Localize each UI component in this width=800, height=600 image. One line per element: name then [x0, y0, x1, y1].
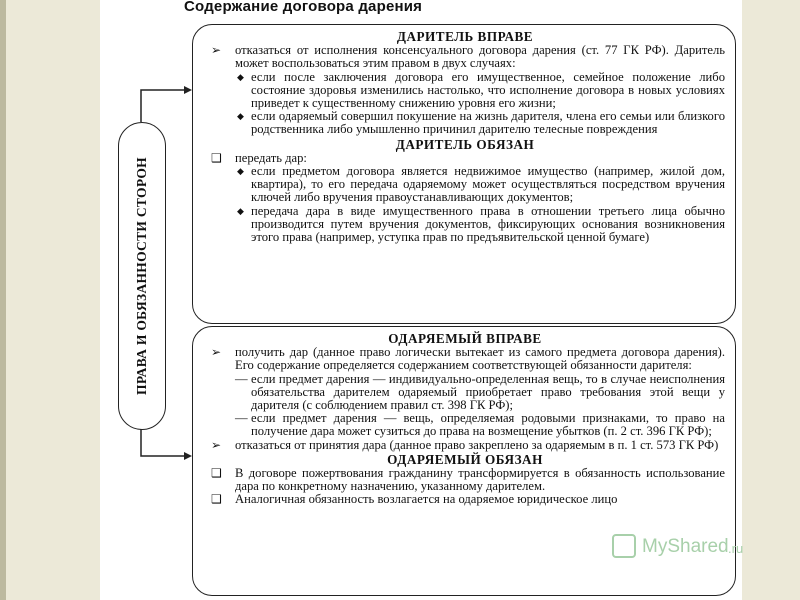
sub-list-item — [205, 205, 725, 245]
list-item-text: Аналогичная обязанность возлагается на одаряемое юридическое лицо — [235, 492, 618, 507]
side-label: ПРАВА И ОБЯЗАННОСТИ СТОРОН — [134, 157, 149, 395]
dash-list-item-text: если предмет дарения — индивидуально-определенная вещь, то в случае неисполнения обязательства дарителем одаряемый приобретает право требования этой вещи у дарителя (с соблюдением правил ст. 398 ГК РФ); — [251, 371, 725, 413]
section-heading: ОДАРЯЕМЫЙ ВПРАВЕ — [388, 331, 542, 346]
sub-list-item-text: если одаряемый совершил покушение на жизнь дарителя, члена его семьи или близкого родственника либо умышленно причинил дарителю телесные повреждения — [251, 109, 725, 137]
arrow-bullet-icon: ➢ — [211, 43, 222, 58]
checkbox-bullet-icon: ❑ — [211, 150, 222, 165]
list-item — [205, 346, 725, 372]
side-label-pill — [118, 122, 166, 430]
list-item-text: В договоре пожертвования гражданину трансформируется в обязанность использование дара по конкретному назначению, указанному дарителем. — [235, 466, 725, 494]
list-item — [205, 439, 725, 452]
dash-list-item — [205, 412, 725, 438]
checkbox-bullet-icon: ❑ — [211, 466, 222, 481]
diamond-bullet-icon: ◆ — [237, 111, 244, 122]
section-heading: ДАРИТЕЛЬ ОБЯЗАН — [395, 136, 535, 152]
sub-list-item — [205, 165, 725, 205]
sub-list-item-text: если после заключения договора его имущественное, семейное положение либо состояние здоровья изменились настолько, что исполнение договора в новых условиях приведет к существенному снижению уровня его жизни; — [251, 69, 725, 111]
list-item — [205, 44, 725, 70]
left-edge-stripe — [0, 0, 6, 600]
list-item-text: получить дар (данное право логически вытекает из самого предмета договора дарения). Его содержание определяется содержанием соответствующей обязанности дарителя: — [235, 345, 725, 373]
page-title: Содержание договора дарения — [184, 0, 423, 15]
sub-list-item-text: если предметом договора является недвижимое имущество (например, жилой дом, квартира), то его передача одаряемому может осуществляться посредством вручения ключей либо вручения правоустанавливающих документов; — [251, 164, 725, 205]
sub-list-item-text: передача дара в виде имущественного права в отношении третьего лица обычно производится путем вручения документов, фиксирующих основания возникновения этого права (например, уступка прав по предъявительской ценной бумаге) — [251, 203, 725, 245]
list-item — [205, 467, 725, 493]
diamond-bullet-icon: ◆ — [237, 205, 244, 216]
section-heading: ДАРИТЕЛЬ ВПРАВЕ — [396, 29, 534, 44]
list-item-text: отказаться от исполнения консенсуального договора дарения (ст. 77 ГК РФ). Даритель может воспользоваться этим правом в двух случаях: — [235, 43, 725, 71]
dash-bullet: — — [235, 371, 248, 386]
watermark — [612, 528, 762, 564]
checkbox-bullet-icon: ❑ — [211, 492, 222, 507]
watermark-logo-icon — [612, 534, 636, 558]
diamond-bullet-icon: ◆ — [237, 166, 244, 177]
watermark-text: MyShared — [642, 536, 729, 557]
list-item-text: передать дар: — [235, 150, 307, 165]
dash-list-item-text: если предмет дарения — вещь, определяемая родовыми признаками, то право на получение дара может сузиться до права на возмещение убытков (п. 2 ст. 396 ГК РФ); — [251, 411, 725, 439]
diamond-bullet-icon: ◆ — [237, 71, 244, 82]
dash-list-item — [205, 373, 725, 413]
dash-bullet: — — [235, 411, 248, 426]
list-item — [205, 493, 725, 506]
watermark-suffix: .ru — [728, 541, 744, 556]
list-item-text: отказаться от принятия дара (данное право закреплено за одаряемым в п. 1 ст. 573 ГК РФ) — [235, 437, 719, 452]
arrow-bullet-icon: ➢ — [211, 345, 222, 360]
section-heading: ОДАРЯЕМЫЙ ОБЯЗАН — [387, 451, 543, 467]
box-donor — [192, 24, 736, 324]
sub-list-item — [205, 110, 725, 136]
sub-list-item — [205, 71, 725, 111]
arrow-bullet-icon: ➢ — [211, 437, 222, 452]
